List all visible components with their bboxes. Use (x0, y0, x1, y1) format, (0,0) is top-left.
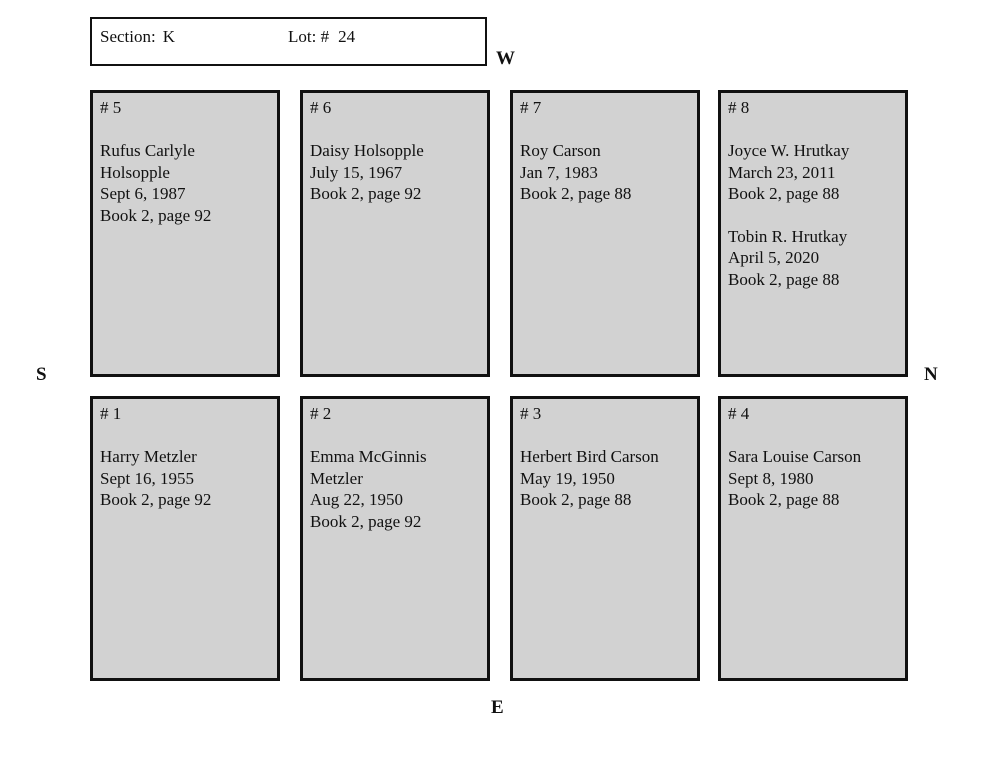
compass-north-label: N (924, 364, 938, 385)
plot-card-2 (300, 396, 490, 681)
plot-entry-line: July 15, 1967 (310, 162, 403, 182)
plot-number: # 3 (520, 404, 542, 423)
plot-entry-line: Holsopple (100, 162, 170, 182)
plot-entry-line: Harry Metzler (100, 447, 197, 466)
section-value: K (162, 27, 175, 46)
plot-entry-line: Book 2, page 92 (310, 184, 422, 203)
plot-number: # 2 (310, 404, 332, 423)
plot-entry-line: Book 2, page 88 (520, 490, 632, 509)
plot-entry (728, 140, 899, 205)
plot-entry-line: Sara Louise Carson (728, 447, 862, 466)
plot-entry-line: Jan 7, 1983 (520, 162, 598, 182)
plot-entries (310, 446, 481, 532)
plot-entries (728, 446, 899, 511)
plot-number: # 6 (310, 98, 332, 117)
plot-entry-line: Book 2, page 92 (310, 511, 422, 531)
plot-entry (728, 226, 899, 291)
plot-entries (728, 140, 899, 290)
lot-value: 24 (338, 27, 356, 46)
compass-south-label: S (36, 364, 47, 385)
plot-entries (520, 140, 691, 205)
plot-card-4 (718, 396, 908, 681)
plot-entry-line: Book 2, page 88 (728, 184, 840, 203)
plot-card-6 (300, 90, 490, 377)
compass-west-label: W (496, 48, 515, 69)
plot-entry-line: Aug 22, 1950 (310, 490, 404, 509)
plot-number: # 4 (728, 404, 750, 423)
plot-entries (100, 140, 271, 226)
plot-card-3 (510, 396, 700, 681)
plot-entry-line: Sept 16, 1955 (100, 468, 194, 488)
plot-card-1 (90, 396, 280, 681)
plot-entry-line: Book 2, page 88 (728, 269, 840, 289)
plot-entry (100, 446, 271, 511)
plot-entry (520, 140, 691, 205)
plot-entry-line: Metzler (310, 468, 363, 488)
section-label: Section: (100, 27, 156, 46)
plot-entry-line: Tobin R. Hrutkay (728, 226, 848, 246)
plot-number: # 1 (100, 404, 122, 423)
plot-entry-line: Book 2, page 88 (728, 490, 840, 509)
plot-entry-line: Roy Carson (520, 141, 601, 160)
plot-entry (100, 140, 271, 226)
plot-entry-line: Emma McGinnis (310, 447, 427, 466)
plot-card-8 (718, 90, 908, 377)
plot-entry-line: March 23, 2011 (728, 162, 836, 182)
plot-entry (310, 140, 481, 205)
section-lot-box (90, 17, 487, 66)
plot-entries (100, 446, 271, 511)
plot-entry-line: Herbert Bird Carson (520, 447, 659, 466)
plot-number: # 8 (728, 98, 750, 117)
plot-entry-line: Joyce W. Hrutkay (728, 141, 850, 160)
plot-card-7 (510, 90, 700, 377)
lot-label: Lot: # (288, 27, 330, 46)
compass-east-label: E (491, 697, 504, 718)
plot-entry-line: April 5, 2020 (728, 248, 820, 267)
plot-entry-line: Sept 6, 1987 (100, 184, 186, 203)
plot-entry-line: Daisy Holsopple (310, 141, 424, 160)
plot-entry-line: May 19, 1950 (520, 468, 615, 488)
plot-entry (520, 446, 691, 511)
plot-entries (520, 446, 691, 511)
plot-entry-line: Sept 8, 1980 (728, 468, 814, 488)
plot-entry (310, 446, 481, 532)
plot-entry-line: Book 2, page 88 (520, 184, 632, 203)
plot-entries (310, 140, 481, 205)
plot-number: # 7 (520, 98, 542, 117)
plot-card-5 (90, 90, 280, 377)
plot-entry (728, 446, 899, 511)
plot-entry-line: Rufus Carlyle (100, 141, 195, 160)
plot-entry-line: Book 2, page 92 (100, 205, 212, 225)
plot-entry-line: Book 2, page 92 (100, 490, 212, 509)
plot-number: # 5 (100, 98, 122, 117)
